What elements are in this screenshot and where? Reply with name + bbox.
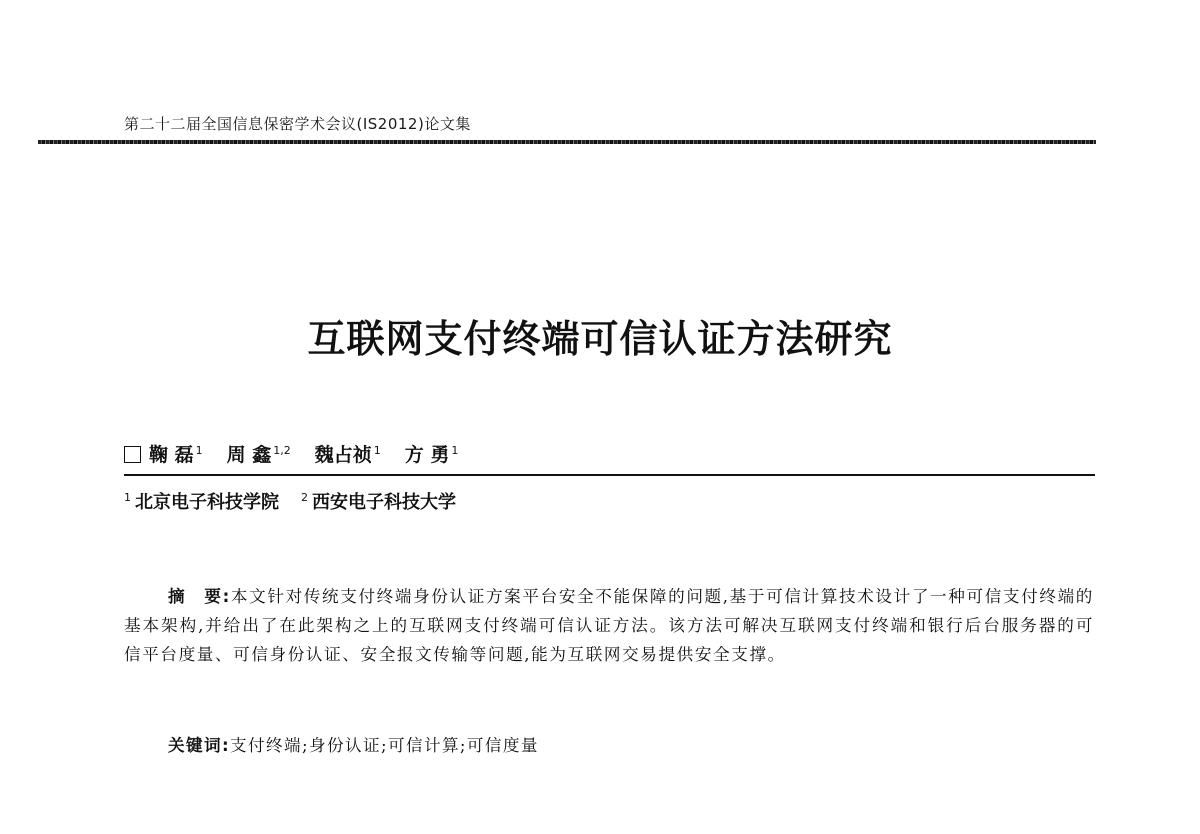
abstract-text: 本文针对传统支付终端身份认证方案平台安全不能保障的问题,基于可信计算技术设计了一种可信支付终端的基本架构,并给出了在此架构之上的互联网支付终端可信认证方法。该方法可解决互联网支付终端和银行后台服务器的可信平台度量、可信身份认证、安全报文传输等问题,能为互联网交易提供安全支撑。	[124, 587, 1094, 664]
author-rule	[124, 474, 1095, 476]
header-rule	[38, 140, 1096, 144]
paper-title: 互联网支付终端可信认证方法研究	[307, 316, 893, 361]
author-list	[124, 440, 482, 468]
author-2: 周 鑫 $^{1,2}$	[226, 443, 291, 466]
square-bullet-icon	[124, 446, 141, 463]
author-3: 魏占祯 $^1$	[314, 443, 381, 466]
abstract-label: 摘 要:	[168, 587, 231, 606]
running-header: 第二十二届全国信息保密学术会议(IS2012)论文集	[124, 115, 471, 133]
keywords-label: 关键词:	[168, 736, 231, 755]
abstract	[124, 582, 1094, 669]
affiliation-2: $^2$ 西安电子科技大学	[301, 491, 456, 513]
author-1: 鞠 磊 $^1$	[149, 443, 203, 466]
author-4: 方 勇 $^1$	[404, 443, 459, 466]
affiliation-list	[124, 488, 478, 514]
keywords-text: 支付终端;身份认证;可信计算;可信度量	[230, 736, 539, 755]
affiliation-1: $^1$ 北京电子科技学院	[124, 491, 279, 513]
keywords	[168, 732, 539, 756]
